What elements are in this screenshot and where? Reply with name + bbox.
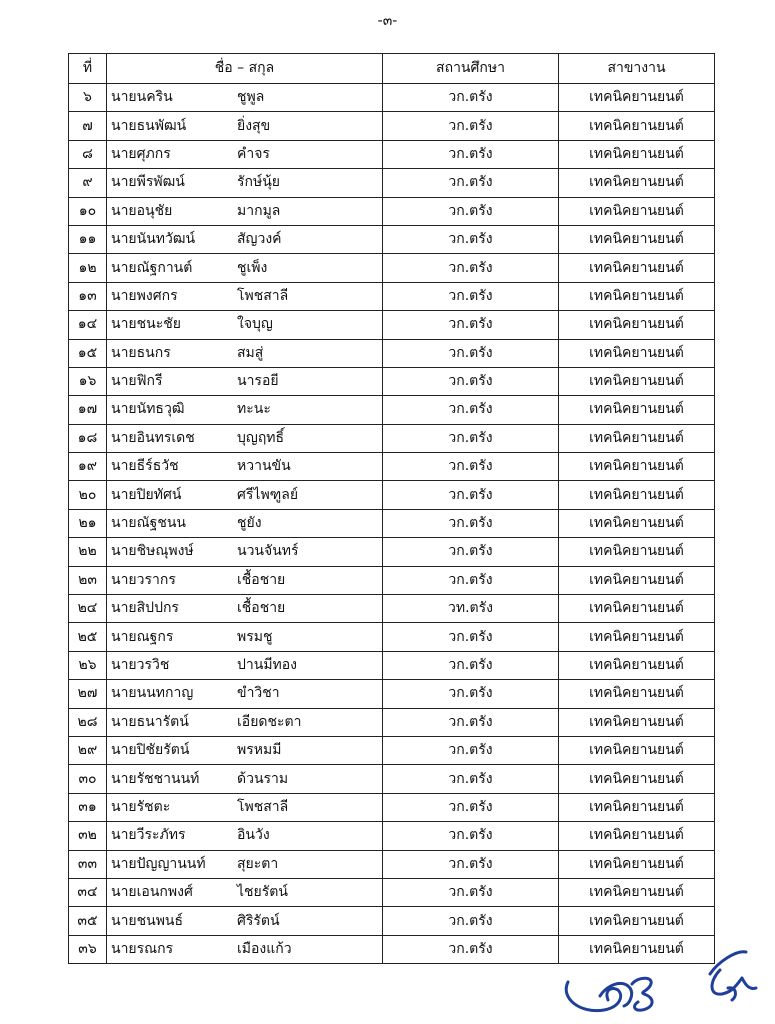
row-dept: เทคนิคยานยนต์ [559,112,715,140]
row-given-name: นายชนะชัย [111,316,181,333]
row-name [107,481,383,509]
row-dept: เทคนิคยานยนต์ [559,623,715,651]
table-row [69,367,715,395]
table-row [69,651,715,679]
table-row [69,197,715,225]
row-no: ๓๑ [69,793,107,821]
row-no: ๒๖ [69,651,107,679]
row-no: ๒๐ [69,481,107,509]
header-dept: สาขางาน [559,54,715,84]
row-dept: เทคนิคยานยนต์ [559,339,715,367]
row-dept: เทคนิคยานยนต์ [559,566,715,594]
row-school: วก.ตรัง [383,367,559,395]
row-dept: เทคนิคยานยนต์ [559,651,715,679]
row-surname: ปานมีทอง [237,657,298,673]
row-name [107,509,383,537]
row-school: วก.ตรัง [383,935,559,963]
table-row [69,680,715,708]
row-name [107,822,383,850]
row-school: วก.ตรัง [383,680,559,708]
row-dept: เทคนิคยานยนต์ [559,595,715,623]
row-no: ๓๔ [69,878,107,906]
row-school: วก.ตรัง [383,623,559,651]
row-school: วก.ตรัง [383,878,559,906]
row-surname: ไชยรัตน์ [237,884,288,901]
row-no: ๒๙ [69,736,107,764]
row-given-name: นายธีร์ธวัช [111,458,179,475]
row-surname: อินวัง [237,827,270,844]
row-surname: เชื้อชาย [237,571,286,588]
row-school: วก.ตรัง [383,566,559,594]
row-given-name: นายวีระภัทร [111,827,186,844]
row-given-name: นายวรวิช [111,657,170,673]
row-surname: เอียดชะตา [237,713,302,730]
row-no: ๑๐ [69,197,107,225]
table-row [69,850,715,878]
row-dept: เทคนิคยานยนต์ [559,424,715,452]
table-row [69,282,715,310]
row-name [107,282,383,310]
row-no: ๗ [69,112,107,140]
row-name [107,850,383,878]
row-given-name: นายนนทกาญ [111,685,194,702]
row-school: วก.ตรัง [383,850,559,878]
row-given-name: นายณฐกร [111,628,174,645]
row-surname: บุญฤทธิ์ [237,429,285,446]
row-dept: เทคนิคยานยนต์ [559,453,715,481]
row-school: วก.ตรัง [383,311,559,339]
row-school: วก.ตรัง [383,793,559,821]
row-surname: เมืองแก้ว [237,940,292,957]
row-dept: เทคนิคยานยนต์ [559,197,715,225]
table-row [69,822,715,850]
row-name [107,623,383,651]
row-given-name: นายชิษณุพงษ์ [111,543,194,560]
table-row [69,878,715,906]
row-dept: เทคนิคยานยนต์ [559,935,715,963]
row-school: วก.ตรัง [383,538,559,566]
table-row [69,708,715,736]
row-school: วก.ตรัง [383,396,559,424]
row-school: วก.ตรัง [383,282,559,310]
row-name [107,708,383,736]
row-name [107,680,383,708]
row-school: วก.ตรัง [383,254,559,282]
row-name [107,254,383,282]
row-surname: ศรีไพฑูลย์ [237,486,299,503]
row-surname: ใจบุญ [237,316,273,333]
row-school: วก.ตรัง [383,424,559,452]
table-row [69,623,715,651]
row-surname: มากมูล [237,202,281,219]
row-dept: เทคนิคยานยนต์ [559,169,715,197]
row-no: ๓๓ [69,850,107,878]
table-row [69,453,715,481]
row-no: ๑๔ [69,311,107,339]
row-name [107,311,383,339]
row-given-name: นายอนุชัย [111,202,173,219]
row-name [107,907,383,935]
row-dept: เทคนิคยานยนต์ [559,850,715,878]
row-name [107,538,383,566]
row-given-name: นายนันทวัฒน์ [111,231,196,248]
row-name [107,396,383,424]
table-row [69,140,715,168]
table-row [69,566,715,594]
row-given-name: นายเอนกพงศ์ [111,884,193,901]
table-row [69,396,715,424]
row-name [107,84,383,112]
row-surname: ชูยัง [237,515,262,532]
row-school: วก.ตรัง [383,140,559,168]
row-school: วก.ตรัง [383,651,559,679]
row-no: ๑๖ [69,367,107,395]
row-name [107,339,383,367]
row-given-name: นายพงศกร [111,287,178,304]
row-dept: เทคนิคยานยนต์ [559,282,715,310]
row-school: วก.ตรัง [383,708,559,736]
row-given-name: นายรณกร [111,940,174,957]
row-surname: สมสู่ [237,344,264,361]
row-dept: เทคนิคยานยนต์ [559,396,715,424]
row-school: วก.ตรัง [383,339,559,367]
row-surname: นวนจันทร์ [237,543,299,560]
row-surname: ขำวิชา [237,685,280,702]
table-header-row [69,54,715,84]
row-surname: ชูพูล [237,89,265,106]
row-no: ๖ [69,84,107,112]
row-name [107,935,383,963]
row-no: ๑๙ [69,453,107,481]
row-name [107,367,383,395]
row-given-name: นายศุภกร [111,145,171,162]
row-school: วก.ตรัง [383,112,559,140]
row-no: ๑๑ [69,225,107,253]
header-school: สถานศึกษา [383,54,559,84]
table-row [69,225,715,253]
row-given-name: นายปิยทัศน์ [111,486,182,503]
row-surname: โพชสาลี [237,287,289,304]
row-surname: ยิ่งสุข [237,117,271,134]
row-school: วก.ตรัง [383,907,559,935]
row-dept: เทคนิคยานยนต์ [559,680,715,708]
table-row [69,595,715,623]
row-name [107,225,383,253]
row-dept: เทคนิคยานยนต์ [559,793,715,821]
row-no: ๑๗ [69,396,107,424]
row-surname: นารอยี [237,373,279,390]
row-name [107,651,383,679]
row-no: ๙ [69,169,107,197]
table-row [69,112,715,140]
row-dept: เทคนิคยานยนต์ [559,367,715,395]
row-dept: เทคนิคยานยนต์ [559,878,715,906]
row-surname: ด้วนราม [237,770,289,787]
row-school: วก.ตรัง [383,822,559,850]
row-no: ๓๖ [69,935,107,963]
row-name [107,140,383,168]
row-school: วท.ตรัง [383,595,559,623]
row-given-name: นายฟิกรี [111,373,163,390]
row-school: วก.ตรัง [383,736,559,764]
row-surname: รักษ์นุ้ย [237,174,280,191]
row-no: ๑๒ [69,254,107,282]
table-row [69,793,715,821]
row-dept: เทคนิคยานยนต์ [559,765,715,793]
table-row [69,736,715,764]
row-given-name: นายชนพนธ์ [111,912,184,929]
row-name [107,453,383,481]
table-row [69,311,715,339]
row-school: วก.ตรัง [383,453,559,481]
handwritten-signature [560,930,760,1020]
row-surname: ทะนะ [237,401,271,418]
row-name [107,878,383,906]
row-no: ๓๕ [69,907,107,935]
row-given-name: นายณัฐกานต์ [111,259,193,276]
row-no: ๒๑ [69,509,107,537]
row-school: วก.ตรัง [383,197,559,225]
row-school: วก.ตรัง [383,765,559,793]
header-no: ที่ [69,54,107,84]
row-surname: สุยะตา [237,855,279,872]
row-no: ๒๒ [69,538,107,566]
row-dept: เทคนิคยานยนต์ [559,822,715,850]
row-given-name: นายธนารัตน์ [111,713,189,730]
row-given-name: นายนคริน [111,89,173,106]
row-dept: เทคนิคยานยนต์ [559,736,715,764]
row-surname: เชื้อชาย [237,600,286,617]
row-name [107,169,383,197]
row-given-name: นายวรากร [111,571,176,588]
row-given-name: นายสิปปกร [111,600,179,617]
table-row [69,339,715,367]
row-surname: พรหมมี [237,742,282,759]
row-name [107,566,383,594]
row-dept: เทคนิคยานยนต์ [559,509,715,537]
row-school: วก.ตรัง [383,84,559,112]
row-name [107,765,383,793]
table-row [69,169,715,197]
row-surname: คำจร [237,145,270,162]
row-dept: เทคนิคยานยนต์ [559,225,715,253]
row-no: ๓๒ [69,822,107,850]
row-no: ๒๘ [69,708,107,736]
table-row [69,538,715,566]
row-given-name: นายอินทรเดช [111,429,195,446]
table-row [69,765,715,793]
row-no: ๑๓ [69,282,107,310]
row-given-name: นายพีรพัฒน์ [111,174,185,191]
row-surname: ศิริรัตน์ [237,912,280,929]
table-row [69,254,715,282]
row-no: ๑๘ [69,424,107,452]
roster-body [69,84,715,964]
row-dept: เทคนิคยานยนต์ [559,907,715,935]
row-given-name: นายรัชชานนท์ [111,770,200,787]
row-no: ๒๕ [69,623,107,651]
page-number: -๓- [377,13,398,29]
row-dept: เทคนิคยานยนต์ [559,140,715,168]
row-dept: เทคนิคยานยนต์ [559,538,715,566]
row-surname: สัญวงค์ [237,231,282,248]
row-name [107,793,383,821]
row-no: ๒๗ [69,680,107,708]
row-given-name: นายปิชัยรัตน์ [111,742,190,759]
row-school: วก.ตรัง [383,509,559,537]
row-given-name: นายปัญญานนท์ [111,855,206,872]
table-row [69,481,715,509]
row-dept: เทคนิคยานยนต์ [559,708,715,736]
row-name [107,595,383,623]
row-dept: เทคนิคยานยนต์ [559,254,715,282]
row-given-name: นายนัทธวุฒิ [111,401,185,418]
row-no: ๓๐ [69,765,107,793]
row-given-name: นายธนพัฒน์ [111,117,187,134]
row-name [107,197,383,225]
row-name [107,112,383,140]
table-row [69,84,715,112]
row-surname: พรมชู [237,628,273,645]
roster-table [68,53,715,964]
row-surname: หวานขัน [237,458,291,475]
row-no: ๘ [69,140,107,168]
row-given-name: นายณัฐชนน [111,515,186,532]
header-name: ชื่อ – สกุล [107,54,383,84]
row-given-name: นายรัชตะ [111,798,171,815]
row-name [107,736,383,764]
row-school: วก.ตรัง [383,225,559,253]
row-no: ๒๓ [69,566,107,594]
row-no: ๒๔ [69,595,107,623]
row-surname: ชูเพ็ง [237,259,268,276]
row-dept: เทคนิคยานยนต์ [559,84,715,112]
row-given-name: นายธนกร [111,344,171,361]
row-dept: เทคนิคยานยนต์ [559,481,715,509]
row-school: วก.ตรัง [383,169,559,197]
row-surname: โพชสาลี [237,798,289,815]
row-no: ๑๕ [69,339,107,367]
row-dept: เทคนิคยานยนต์ [559,311,715,339]
table-row [69,424,715,452]
row-name [107,424,383,452]
table-row [69,509,715,537]
row-school: วก.ตรัง [383,481,559,509]
